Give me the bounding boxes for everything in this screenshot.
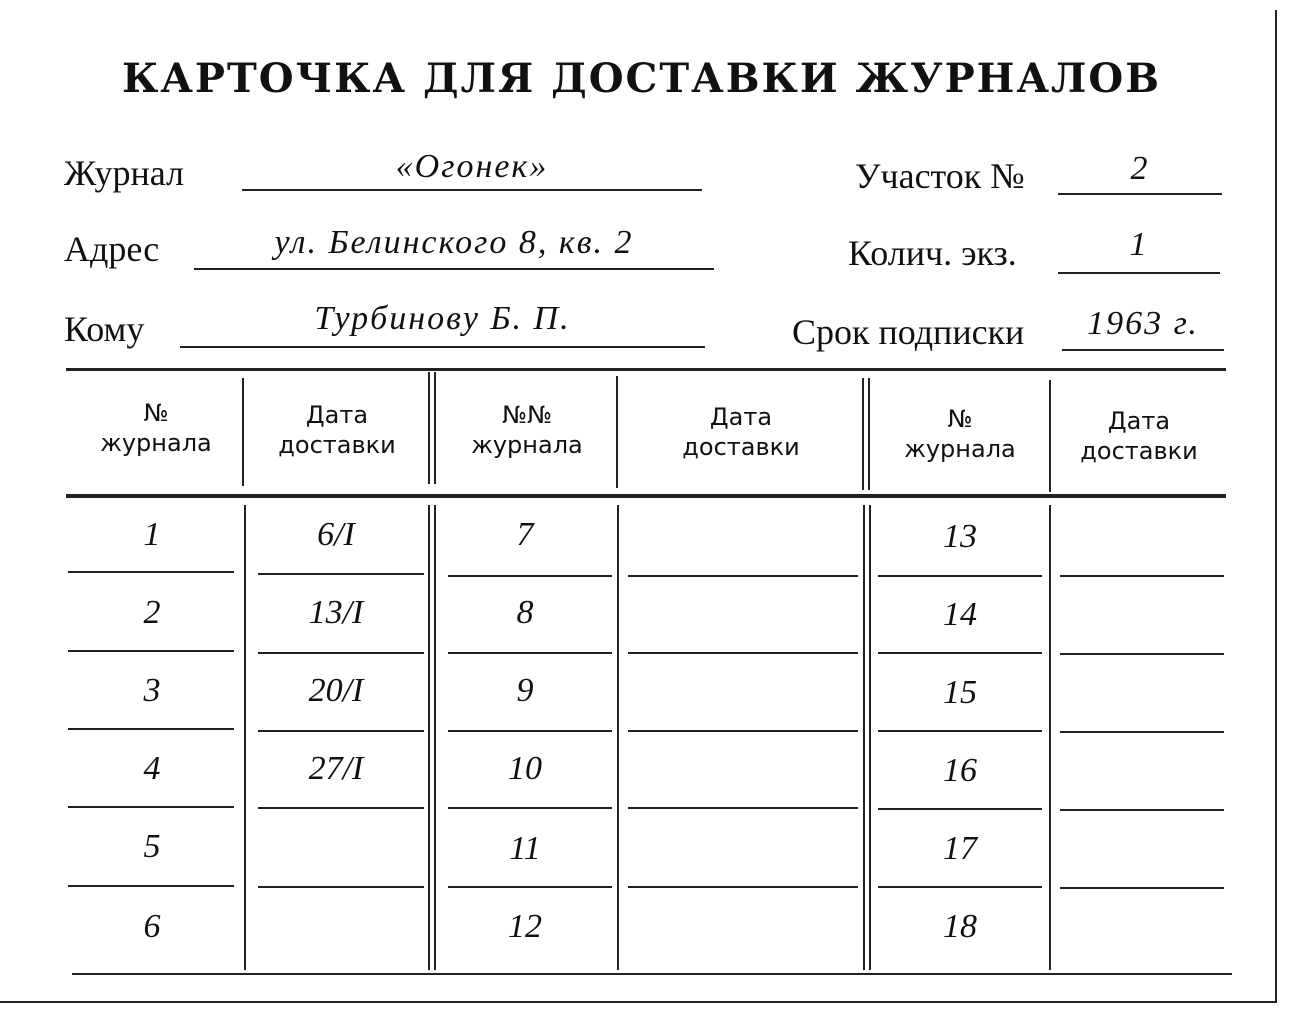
row-rule [448,886,612,888]
district-value: 2 [1130,150,1150,187]
table-cell: 4 [143,750,161,787]
row-rule [878,575,1042,577]
district-line [1058,193,1222,195]
header-delivery-date-1: Дата доставки [278,401,396,459]
table-cell: 13 [943,518,977,555]
journal-value: «Огонек» [395,148,549,185]
table-cell: 13/I [308,594,364,631]
row-rule [1060,809,1224,811]
col-divider-2a-head [428,372,430,484]
table-cell: 2 [143,594,161,631]
row-rule [628,652,858,654]
recipient-label: Кому [64,309,145,349]
subscription-value: 1963 г. [1087,305,1199,342]
row-rule [1060,887,1224,889]
header-journal-no-3: № журнала [904,405,1016,463]
row-rule [68,728,234,730]
table-cell: 8 [516,594,534,631]
col-divider-3 [617,505,619,970]
row-rule [878,808,1042,810]
row-rule [1060,575,1224,577]
table-cell: 16 [943,752,977,789]
copies-label: Колич. экз. [848,233,1017,273]
table-cell: 20/I [308,672,364,709]
journal-label: Журнал [64,153,185,193]
table-cell: 27/I [308,750,364,787]
journal-line [242,189,702,191]
row-rule [1060,731,1224,733]
col-divider-4a [863,505,865,970]
col-divider-1 [244,505,246,970]
col-divider-2b [434,505,436,970]
table-cell: 18 [943,908,977,945]
row-rule [258,886,424,888]
table-cell: 5 [143,828,161,865]
row-rule [628,886,858,888]
table-cell: 1 [143,516,161,553]
row-rule [878,886,1042,888]
row-rule [1060,653,1224,655]
card-title: КАРТОЧКА ДЛЯ ДОСТАВКИ ЖУРНАЛОВ [121,55,1162,102]
table-top-rule [66,368,1226,371]
row-rule [878,652,1042,654]
header-journal-no-1: № журнала [100,399,212,457]
col-divider-4b [869,505,871,970]
col-divider-4b-head [868,378,870,490]
table-cell: 6/I [317,516,355,553]
col-divider-3-head [616,376,618,488]
district-label: Участок № [855,156,1025,196]
recipient-value: Турбинову Б. П. [314,300,571,337]
col-divider-4a-head [862,378,864,490]
row-rule [448,652,612,654]
table-cell: 11 [509,830,541,867]
table-bottom-rule [72,973,1232,975]
table-cell: 10 [508,750,542,787]
row-rule [258,730,424,732]
table-cell: 17 [943,830,977,867]
col-divider-5 [1049,505,1051,970]
row-rule [68,806,234,808]
table-cell: 7 [516,516,534,553]
table-cell: 14 [943,596,977,633]
subscription-label: Срок подписки [792,312,1025,352]
table-cell: 9 [516,672,534,709]
address-value: ул. Белинского 8, кв. 2 [274,224,634,261]
row-rule [258,573,424,575]
header-delivery-date-2: Дата доставки [682,403,800,461]
col-divider-1-head [242,378,244,486]
row-rule [68,650,234,652]
subscription-line [1062,349,1224,351]
recipient-line [180,346,705,348]
header-journal-no-2: №№ журнала [471,401,583,459]
row-rule [448,807,612,809]
table-cell: 6 [143,908,161,945]
row-rule [68,885,234,887]
table-header-rule [66,494,1226,498]
row-rule [628,807,858,809]
col-divider-2a [428,505,430,970]
card-border-bottom [0,1001,1277,1003]
card-border-right [1275,10,1277,1003]
col-divider-2b-head [434,372,436,484]
row-rule [258,652,424,654]
row-rule [878,730,1042,732]
copies-line [1058,272,1220,274]
table-cell: 12 [508,908,542,945]
row-rule [68,571,234,573]
address-line [194,268,714,270]
address-label: Адрес [64,229,160,269]
col-divider-5-head [1049,380,1051,492]
row-rule [448,730,612,732]
table-cell: 15 [943,674,977,711]
row-rule [258,807,424,809]
row-rule [628,575,858,577]
row-rule [628,730,858,732]
copies-value: 1 [1129,226,1149,263]
row-rule [448,575,612,577]
header-delivery-date-3: Дата доставки [1080,407,1198,465]
table-cell: 3 [143,672,161,709]
